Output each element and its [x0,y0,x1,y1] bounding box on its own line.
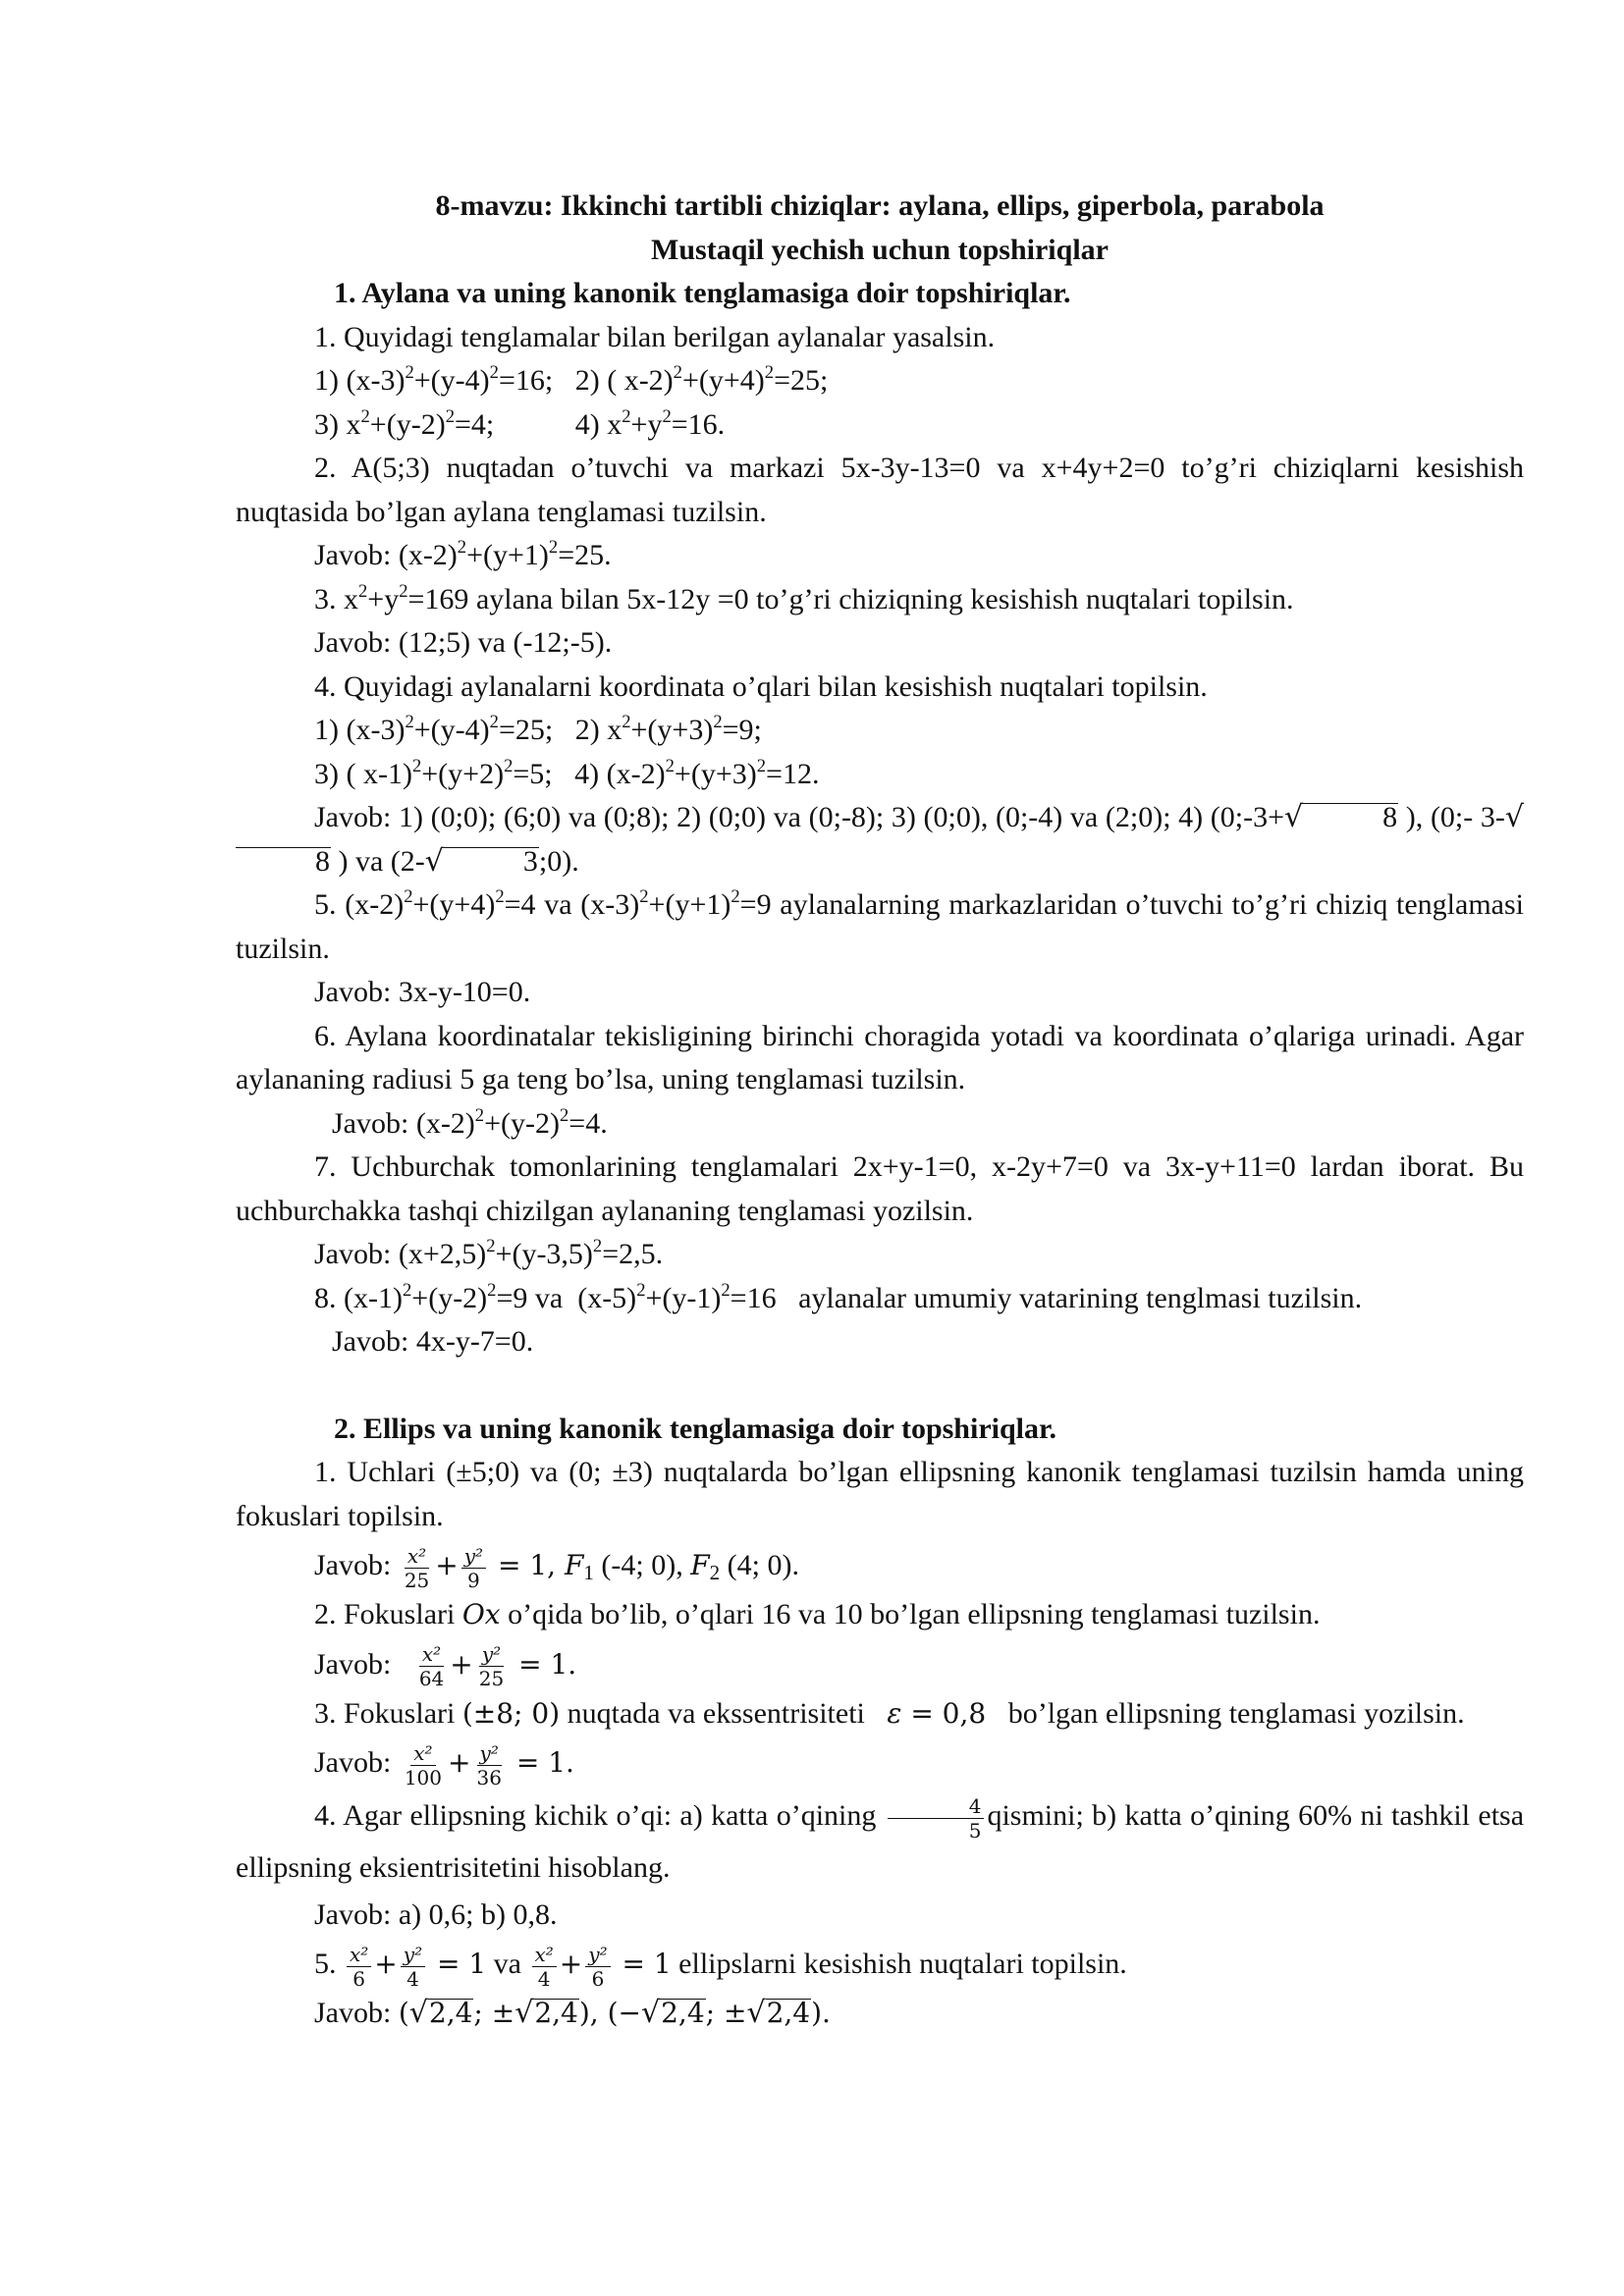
task-1-6-answer: Javob: $(x-2)^2+(y-2)^2=4$. [332,1104,608,1140]
task-1-1: 1. Quyidagi tenglamalar bilan berilgan aylanalar yasalsin. [314,320,996,353]
task-1-8-answer: Javob: 4x-y-7=0. [332,1325,534,1358]
task-2-4-answer: Javob: a) 0,6; b) 0,8. [314,1897,558,1931]
section-gap [236,1364,1524,1408]
task-2-5: 5. $\frac{\text{x²}}{6}$ + $\frac{\text{y²}}{4}$ = 1 va $\frac{\text{x²}}{4}$ + $\frac{\text{y²}}{6}$ = 1 ellipslarni kesishish nuqtalari topilsin. [314,1942,1127,1991]
task-2-1-answer: Javob: $\frac{\text{x²}}{25}$ + $\frac{\text{y²}}{9}$ = 1, $F_1$ (-4; 0), $F_2$ (4; 0). [314,1543,799,1592]
task-1-4: 4. Quyidagi aylanalarni koordinata o’qlari bilan kesishish nuqtalari topilsin. [314,669,1208,703]
task-2-3: 3. Fokuslari (±8; 0) nuqtada va ekssentrisiteti ε = 0,8 bo’lgan ellipsning tenglamasi yozilsin. [314,1696,1465,1730]
task-1-6: 6. Aylana koordinatalar tekisligining birinchi choragida yotadi va koordinata o’qlariga urinadi. Agar aylananing radiusi 5 ga teng bo’lsa, uning tenglamasi tuzilsin. [236,1019,1524,1095]
document-page [236,185,1524,2036]
task-1-8: 8. $(x-1)^2+(y-2)^2=9$ va $(x-5)^2+(y-1)^2=16$ aylanalar umumiy vatarining tenglmasi tuzilsin. [314,1279,1363,1314]
task-2-5-answer: Javob: (√2,4; ±√2,4), (−√2,4; ±√2,4). [314,1996,831,2031]
task-1-5-answer: Javob: 3x-y-10=0. [314,976,531,1008]
task-2-1: 1. Uchlari (±5;0) va (0; ±3) nuqtalarda bo’lgan ellipsning kanonik tenglamasi tuzilsin hamda uning fokuslari topilsin. [236,1456,1524,1532]
task-1-4-items-a: 1) $(x-3)^2+(y-4)^2=25$; 2) $x^2+(y+3)^2=9$; [314,712,762,746]
task-2-4: 4. Agar ellipsning kichik o’qi: a) katta o’qining $\frac{4}{5}$ qismini; b) katta o’qining 60% ni tashkil etsa ellipsning eksientrisitetini hisoblang. [236,1793,1525,1884]
task-1-5: 5. $(x-2)^2+(y+4)^2=4$ va $(x-3)^2+(y+1)^2=9$ aylanalarning markazlaridan o’tuvchi to’g’ri chiziq tenglamasi tuzilsin. [236,886,1524,965]
section-1-heading: 1. Aylana va uning kanonik tenglamasiga doir topshiriqlar. [334,277,1071,309]
task-1-2: 2. A(5;3) nuqtadan o’tuvchi va markazi 5x-3y-13=0 va x+4y+2=0 to’g’ri chiziqlarni kesishish nuqtasida bo’lgan aylana tenglamasi tuzilsin. [236,452,1524,528]
task-1-7: 7. Uchburchak tomonlarining tenglamalari 2x+y-1=0, x-2y+7=0 va 3x-y+11=0 lardan iborat. Bu uchburchakka tashqi chizilgan aylananing tenglamasi yozilsin. [236,1150,1524,1227]
task-2-2-answer: Javob: $\frac{\text{x²}}{64}$ + $\frac{\text{y²}}{25}$ = 1. [314,1642,577,1691]
task-1-4-answer: Javob: 1) (0;0); (6;0) va (0;8); 2) (0;0) va (0;-8); 3) (0;0), (0;-4) va (2;0); 4) (0;-3+√ 8 ), (0;- 3-√8 ) va (2-√ 3;0). [236,796,1524,883]
section-2-heading: 2. Ellips va uning kanonik tenglamasiga doir topshiriqlar. [334,1412,1057,1445]
task-2-3-answer: Javob: $\frac{\text{x²}}{100}$ + $\frac{\text{y²}}{36}$ = 1. [314,1740,574,1789]
task-1-1-items-a: 1) $(x-3)^2+(y-4)^2=16$; 2) ( $x-2)^2+(y+4)^2=25$; [314,362,829,397]
task-1-1-items-b: 3) $x^2+(y-2)^2=4$; 4) $x^2+y^2=16$. [314,405,726,441]
page-subtitle: Mustaqil yechish uchun topshiriqlar [651,233,1109,266]
task-1-3: 3. $x^2+y^2=169$ aylana bilan 5x-12y =0 to’g’ri chiziqning kesishish nuqtalari topilsin. [314,580,1294,615]
task-1-3-answer: Javob: (12;5) va (-12;-5). [314,626,613,659]
task-1-2-answer: Javob: $(x-2)^2+(y+1)^2=25$. [314,537,612,571]
task-1-7-answer: Javob: $(x+2,5)^2+(y-3,5)^2=2,5$. [314,1236,664,1270]
task-2-2: 2. Fokuslari Ox o’qida bo’lib, o’qlari 16 va 10 bo’lgan ellipsning tenglamasi tuzilsin. [314,1598,1321,1630]
task-1-4-items-b: 3) ( $x-1)^2+(y+2)^2=5$; 4) $(x-2)^2+(y+3)^2=12$. [314,755,820,790]
page-title: 8-mavzu: Ikkinchi tartibli chiziqlar: aylana, ellips, giperbola, parabola [435,189,1325,222]
